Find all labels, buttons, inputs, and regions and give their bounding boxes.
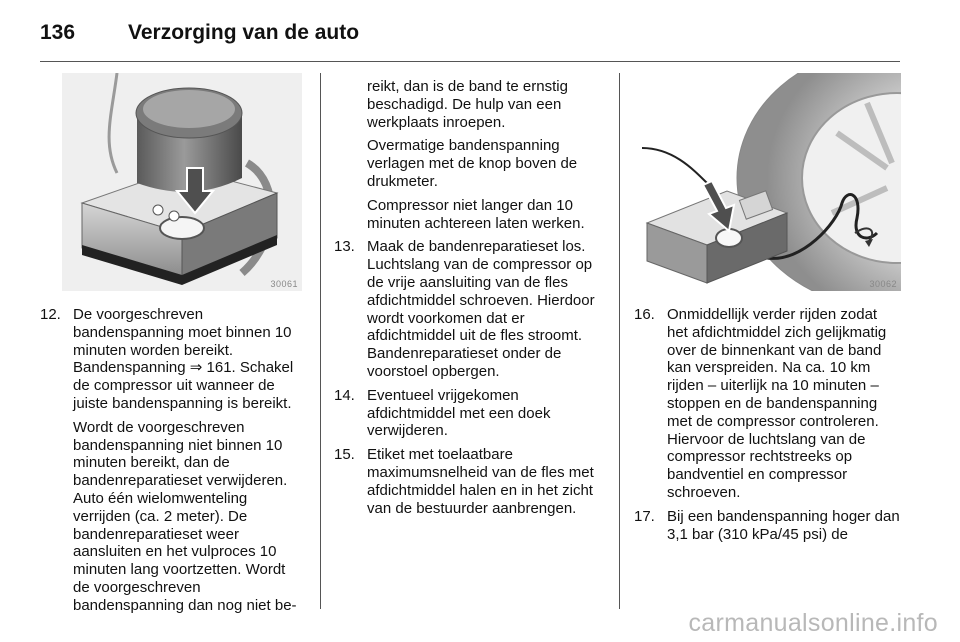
compressor-tyre-drawing [637, 73, 901, 291]
compressor-bottle-drawing [62, 73, 302, 291]
figure-number: 30061 [270, 279, 298, 289]
column-divider-1 [320, 73, 321, 609]
continued-paragraphs [334, 78, 604, 232]
list-item [334, 446, 604, 517]
compressor-bottle-illustration [62, 73, 302, 291]
list-item-body [73, 306, 302, 615]
list-item [40, 306, 302, 615]
compressor-tyre-illustration [637, 73, 901, 291]
paragraph: Wordt de voorgeschreven bandenspanning niet binnen 10 minuten bereikt, dan de bandenreparatieset verwijderen. Auto één wielomwenteling verrijden (ca. 2 meter). De bandenreparatieset weer aansluiten en het vulproces 10 minuten lang voortzetten. Wordt de voorgeschreven bandenspanning dan nog niet be- [73, 418, 297, 614]
list-item [334, 387, 604, 440]
page-title: Verzorging van de auto [128, 21, 360, 44]
list-item-body: Maak de bandenreparatieset los. Luchtslang van de compressor op de vrije aansluiting van de fles afdichtmiddel schroeven. Hierdoor wordt voorkomen dat er afdichtmiddel uit de fles stroomt. Bandenreparatieset onder de voorstoel opbergen. [367, 238, 595, 380]
list-number: 15. [334, 446, 355, 464]
list-item [334, 238, 604, 380]
list-item-body: Bij een bandenspanning hoger dan 3,1 bar (310 kPa/45 psi) de [667, 507, 900, 543]
column-3-text [634, 306, 902, 549]
list-item-body: Eventueel vrijgekomen afdichtmiddel met een doek verwijderen. [367, 386, 551, 440]
paragraph: Compressor niet langer dan 10 minuten achtereen laten werken. [367, 196, 585, 232]
list-item-body: Etiket met toelaatbare maximumsnelheid van de fles met afdichtmiddel halen en in het zicht van de bestuurder aanbrengen. [367, 446, 594, 517]
list-item [634, 508, 902, 544]
page-header [40, 16, 359, 50]
paragraph: De voorgeschreven bandenspanning moet binnen 10 minuten worden bereikt. Bandenspanning ⇒ 161. Schakel de compressor uit wanneer de juiste bandenspanning is bereikt. [73, 306, 294, 412]
column-divider-2 [619, 73, 620, 609]
paragraph: reikt, dan is de band te ernstig beschadigd. De hulp van een werkplaats inroepen. [367, 78, 568, 131]
list-number: 17. [634, 507, 655, 525]
list-item-body: Onmiddellijk verder rijden zodat het afdichtmiddel zich gelijkmatig over de binnenkant van de band kan verspreiden. Na ca. 10 km rijden – uiterlijk na 10 minuten – stoppen en de bandenspanning met de compressor controleren. Hiervoor de luchtslang van de compressor rechtstreeks op bandventiel en compressor schroeven. [667, 306, 887, 501]
paragraph: Overmatige bandenspanning verlagen met de knop boven de drukmeter. [367, 137, 578, 190]
column-2-text [334, 78, 604, 523]
list-number: 14. [334, 386, 355, 404]
list-number: 12. [40, 306, 61, 323]
list-number: 13. [334, 238, 355, 256]
watermark: carmanualsonline.info [688, 609, 938, 637]
list-item [634, 306, 902, 502]
list-number: 16. [634, 306, 655, 323]
figure-number: 30062 [869, 279, 897, 289]
page-number: 136 [40, 21, 76, 44]
header-divider [40, 61, 900, 62]
column-1-text [40, 306, 302, 621]
